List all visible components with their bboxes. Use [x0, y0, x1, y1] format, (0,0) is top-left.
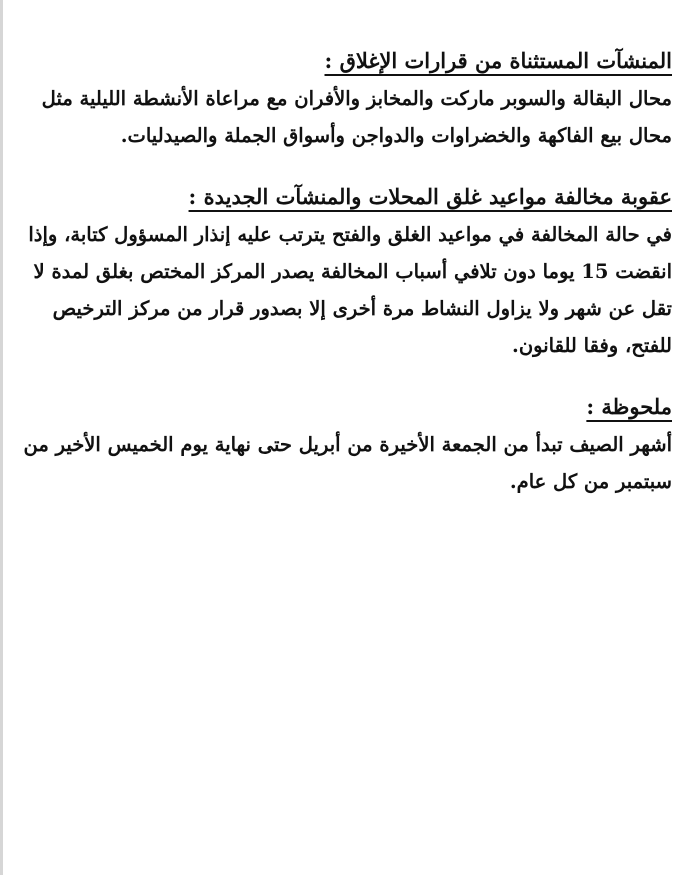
section-title: عقوبة مخالفة مواعيد غلق المحلات والمنشآت الجديدة : — [188, 184, 672, 209]
section-note — [18, 390, 672, 500]
section-title: ملحوظة : — [586, 394, 672, 419]
section-exempt-establishments — [18, 44, 672, 154]
section-violation-penalty — [18, 180, 672, 364]
section-title: المنشآت المستثناة من قرارات الإغلاق : — [324, 48, 672, 73]
section-body: في حالة المخالفة في مواعيد الغلق والفتح يترتب عليه إنذار المسؤول كتابة، وإذا انقضت 15 يوما دون تلافي أسباب المخالفة يصدر المركز المختص بغلق لمدة لا تقل عن شهر ولا يزاول النشاط مرة أخرى إلا بصدور قرار من مركز الترخيص للفتح، وفقا للقانون. — [28, 223, 672, 357]
section-body: محال البقالة والسوبر ماركت والمخابز والأفران مع مراعاة الأنشطة الليلية مثل محال بيع الفاكهة والخضراوات والدواجن وأسواق الجملة والصيدليات. — [41, 87, 672, 147]
section-body: أشهر الصيف تبدأ من الجمعة الأخيرة من أبريل حتى نهاية يوم الخميس الأخير من سبتمبر من كل عام. — [23, 433, 672, 493]
